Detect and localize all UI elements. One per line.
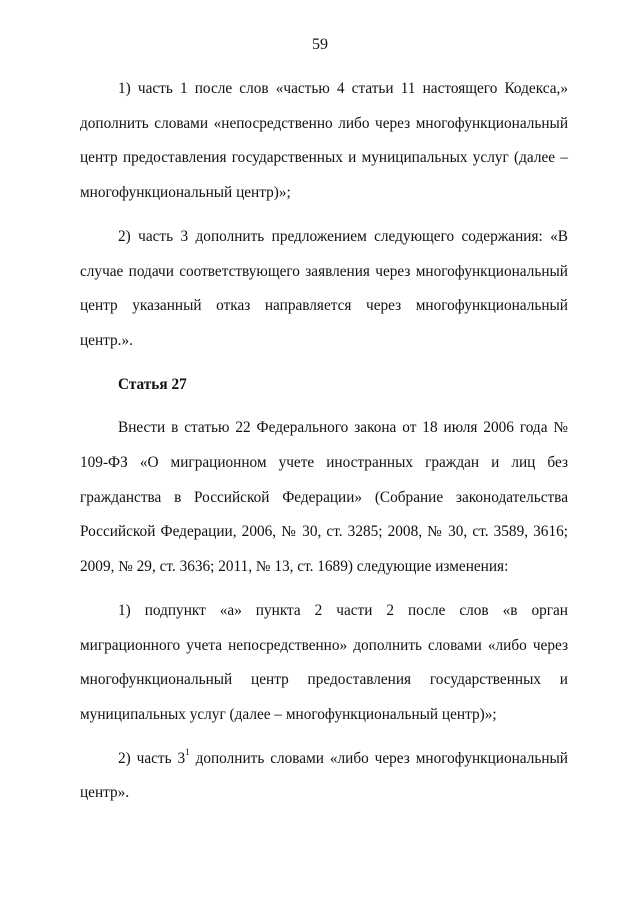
- paragraph-3: Внести в статью 22 Федерального закона от 18 июля 2006 года № 109-ФЗ «О миграционном учете иностранных граждан и лиц без гражданства в Российской Федерации» (Собрание законодательства Российской Федерации, 2006, № 30, ст. 3285; 2008, № 30, ст. 3589, 3616; 2009, № 29, ст. 3636; 2011, № 13, ст. 1689) следующие изменения:: [80, 419, 568, 576]
- paragraph-5-end: дополнить словами «либо через многофункциональный центр».: [80, 749, 568, 802]
- paragraph-4: 1) подпункт «а» пункта 2 части 2 после слов «в орган миграционного учета непосредственно» дополнить словами «либо через многофункциональный центр предоставления государственных и муниципальных услуг (далее – многофункциональный центр)»;: [80, 601, 568, 723]
- paragraph-5: [80, 742, 568, 811]
- article-heading: Статья 27: [118, 375, 187, 393]
- paragraph-2: 2) часть 3 дополнить предложением следующего содержания: «В случае подачи соответствующего заявления через многофункциональный центр указанный отказ направляется через многофункциональный центр.».: [80, 227, 568, 349]
- superscript: 1: [185, 746, 190, 757]
- document-body: [80, 72, 568, 820]
- page-number: 59: [312, 36, 328, 53]
- paragraph-1: 1) часть 1 после слов «частью 4 статьи 11 настоящего Кодекса,» дополнить словами «непосредственно либо через многофункциональный центр предоставления государственных и муниципальных услуг (далее – многофункциональный центр)»;: [80, 80, 568, 202]
- paragraph-5-start: 2) часть 3: [118, 749, 186, 767]
